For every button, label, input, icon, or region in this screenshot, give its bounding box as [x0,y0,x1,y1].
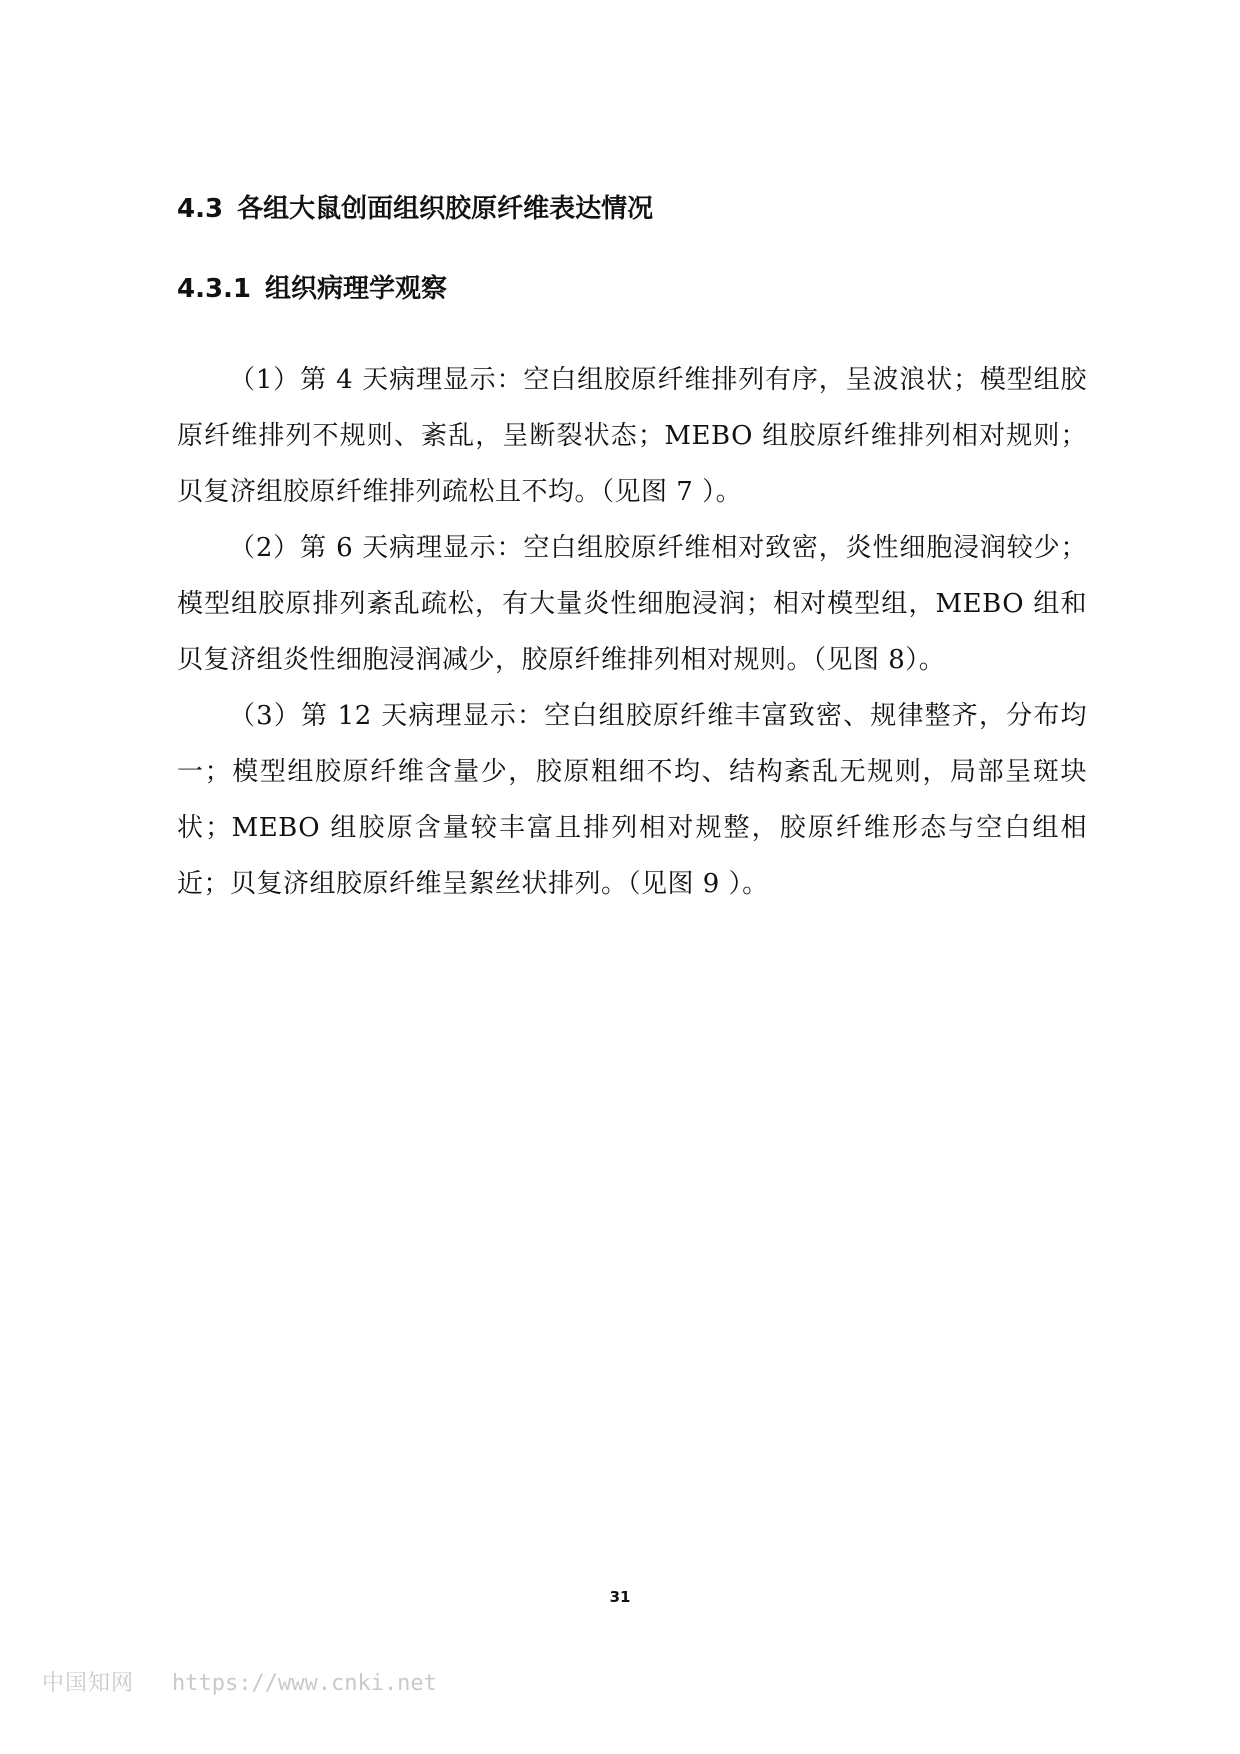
subsection-title: 组织病理学观察 [265,274,448,304]
body-text [177,352,1087,912]
section-number: 4.3 [177,194,224,224]
page-number: 31 [609,1588,631,1606]
cnki-watermark [42,1666,437,1697]
watermark-url: https://www.cnki.net [172,1671,437,1696]
watermark-name: 中国知网 [42,1671,135,1696]
subsection-number: 4.3.1 [177,274,252,304]
subsection-heading [177,272,447,306]
section-heading [177,192,653,226]
section-title: 各组大鼠创面组织胶原纤维表达情况 [237,194,654,224]
paragraph-day-6: （2）第 6 天病理显示：空白组胶原纤维相对致密，炎性细胞浸润较少；模型组胶原排列紊乱疏松，有大量炎性细胞浸润；相对模型组，MEBO 组和贝复济组炎性细胞浸润减少，胶原纤维排列相对规则。（见图 8）。 [177,533,1087,675]
paragraph-day-12: （3）第 12 天病理显示：空白组胶原纤维丰富致密、规律整齐，分布均一；模型组胶原纤维含量少，胶原粗细不均、结构紊乱无规则，局部呈斑块状；MEBO 组胶原含量较丰富且排列相对规整，胶原纤维形态与空白组相近；贝复济组胶原纤维呈絮丝状排列。（见图 9 ）。 [177,701,1087,899]
paragraph-day-4: （1）第 4 天病理显示：空白组胶原纤维排列有序，呈波浪状；模型组胶原纤维排列不规则、紊乱，呈断裂状态；MEBO 组胶原纤维排列相对规则；贝复济组胶原纤维排列疏松且不均。（见图 7 ）。 [177,365,1087,507]
